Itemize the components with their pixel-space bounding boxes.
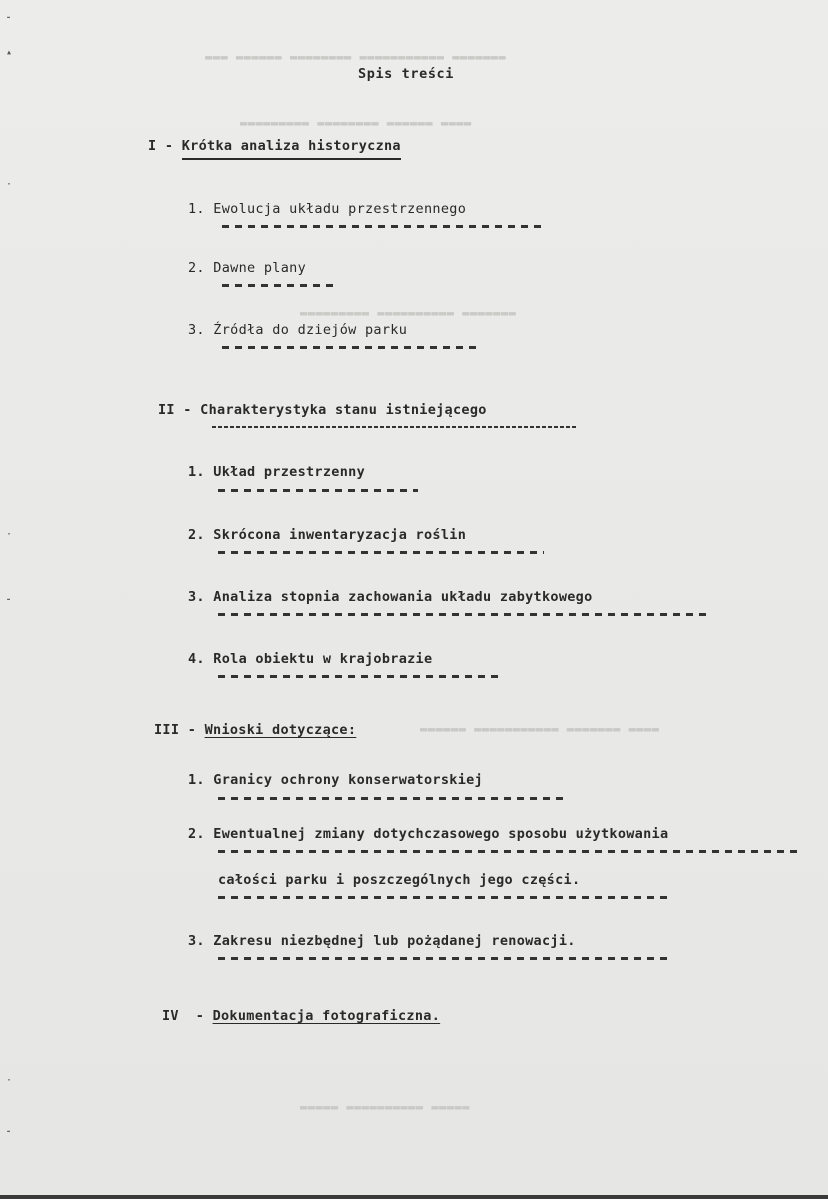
item-label: Układ przestrzenny [213,464,365,480]
item-label: Granicy ochrony konserwatorskiej [213,772,483,788]
margin-mark: ⁃ [6,13,11,24]
bleed-through-text: ▬▬▬▬▬▬▬▬▬ ▬▬▬▬▬▬▬▬ ▬▬▬▬▬▬ ▬▬▬▬ [240,116,472,130]
dashed-underline [222,346,482,349]
toc-item [188,527,466,543]
item-number: 1. [188,772,205,788]
toc-item [188,651,432,667]
margin-mark: · [6,179,13,190]
section-title: Wnioski dotyczące: [204,722,357,738]
item-label: Zakresu niezbędnej lub pożądanej renowacji. [213,933,576,949]
dashed-underline [222,225,546,228]
dashed-underline [218,957,670,960]
dashed-underline [222,284,338,287]
item-label: Analiza stopnia zachowania układu zabytkowego [213,589,593,605]
section-number: II [158,402,175,418]
margin-mark: · [6,1075,13,1086]
bleed-through-text: ▬▬▬▬▬▬ ▬▬▬▬▬▬▬▬▬▬▬ ▬▬▬▬▬▬▬ ▬▬▬▬ [420,722,660,736]
toc-item [188,201,466,217]
item-number: 1. [188,201,205,217]
item-number: 3. [188,322,205,338]
section-number: I [148,138,157,154]
section-heading: III - Wnioski dotyczące: [154,722,357,738]
section-title: Charakterystyka stanu istniejącego [200,402,487,418]
bleed-through-text: ▬▬▬ ▬▬▬▬▬▬ ▬▬▬▬▬▬▬▬ ▬▬▬▬▬▬▬▬▬▬▬ ▬▬▬▬▬▬▬ [205,50,507,64]
toc-item [188,322,407,338]
toc-item [188,826,668,842]
toc-item [188,772,483,788]
dashed-underline [218,489,418,492]
toc-item [188,260,306,276]
page-title: Spis treści [358,66,455,82]
margin-mark: ⁃ [6,595,11,606]
section-number: IV [162,1008,179,1024]
item-label: Źródła do dziejów parku [213,322,408,338]
section-title: Dokumentacja fotograficzna. [212,1008,441,1024]
toc-item [188,464,365,480]
dashed-underline [218,896,670,899]
item-number: 3. [188,933,205,949]
item-label: Dawne plany [213,260,307,276]
dashed-underline [218,675,500,678]
dashed-underline [218,613,706,616]
section-heading: I - Krótka analiza historyczna [148,138,401,154]
item-label: Skrócona inwentaryzacja roślin [213,527,467,543]
item-number: 2. [188,260,205,276]
bleed-through-text: ▬▬▬▬▬ ▬▬▬▬▬▬▬▬▬▬ ▬▬▬▬▬ [300,1100,470,1114]
dashed-underline [218,850,800,853]
item-number: 1. [188,464,205,480]
section-heading: IV - Dokumentacja fotograficzna. [162,1008,441,1024]
toc-item [188,933,576,949]
item-number: 2. [188,826,205,842]
item-label: Ewentualnej zmiany dotychczasowego sposobu użytkowania [213,826,669,842]
margin-mark: · [6,529,13,540]
margin-mark: ▴ [6,47,13,58]
dashed-underline [212,426,576,428]
section-number: III [154,722,180,738]
item-label: Rola obiektu w krajobrazie [213,651,433,667]
dashed-underline [218,551,544,554]
bleed-through-text: ▬▬▬▬▬▬▬▬▬ ▬▬▬▬▬▬▬▬▬▬ ▬▬▬▬▬▬▬ [300,306,517,320]
item-number: 4. [188,651,205,667]
item-label: Ewolucja układu przestrzennego [213,201,467,217]
section-title: Krótka analiza historyczna [182,138,401,160]
toc-item-continuation: całości parku i poszczególnych jego części. [218,872,581,888]
dashed-underline [218,797,564,800]
item-number: 2. [188,527,205,543]
item-number: 3. [188,589,205,605]
toc-item [188,589,593,605]
margin-mark: ⁃ [6,1127,11,1138]
section-heading: II - Charakterystyka stanu istniejącego [158,402,487,418]
